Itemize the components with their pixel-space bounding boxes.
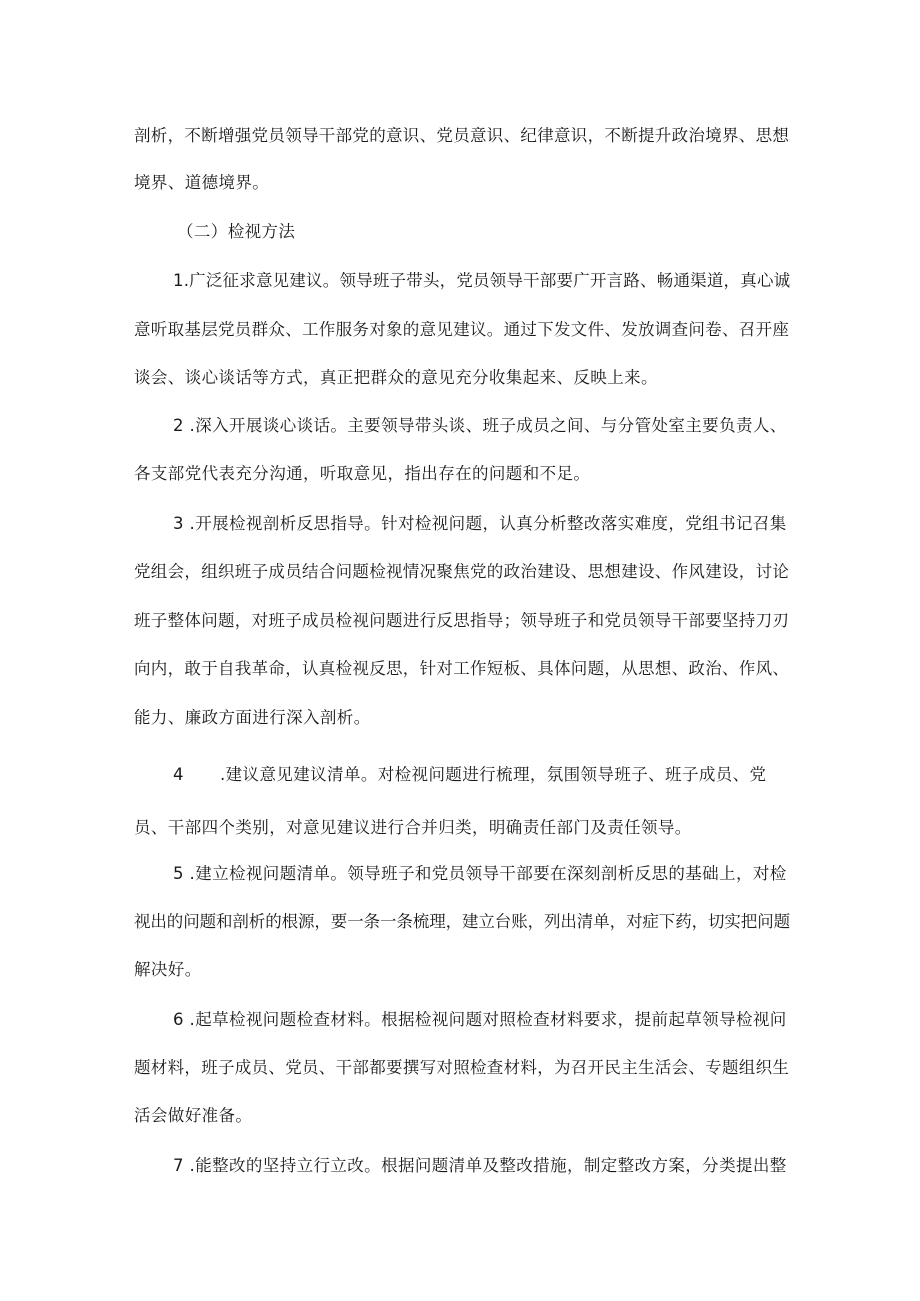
text-line: 剖析，不断增强党员领导干部党的意识、党员意识、纪律意识，不断提升政治境界、思想 <box>134 126 790 145</box>
text-line: 意听取基层党员群众、工作服务对象的意见建议。通过下发文件、发放调查问卷、召开座 <box>134 320 790 339</box>
text-line: 谈会、谈心谈话等方式，真正把群众的意见充分收集起来、反映上来。 <box>134 368 658 387</box>
item-number: 4 <box>173 765 184 784</box>
text-line: .建议意见建议清单。对检视问题进行梳理，氛围领导班子、班子成员、党 <box>220 765 767 784</box>
text-line: 境界、道德境界。 <box>134 173 270 192</box>
text-line: 3 .开展检视剖析反思指导。针对检视问题，认真分析整改落实难度，党组书记召集 <box>173 514 787 533</box>
text-line: 党组会，组织班子成员结合问题检视情况聚焦党的政治建设、思想建设、作风建设，讨论 <box>134 562 790 581</box>
text-line: 6 .起草检视问题检查材料。根据检视问题对照检查材料要求，提前起草领导检视问 <box>173 1010 787 1029</box>
section-heading: （二）检视方法 <box>177 222 296 241</box>
text-line: 活会做好准备。 <box>134 1106 253 1125</box>
text-line: 各支部党代表充分沟通，听取意见，指出存在的问题和不足。 <box>134 464 591 483</box>
text-line: 7 .能整改的坚持立行立改。根据问题清单及整改措施，制定整改方案，分类提出整 <box>173 1156 787 1175</box>
text-line: 班子整体问题，对班子成员检视问题进行反思指导；领导班子和党员领导干部要坚持刀刃 <box>134 611 790 630</box>
text-line: 视出的问题和剖析的根源，要一条一条梳理，建立台账，列出清单，对症下药，切实把问题 <box>134 912 791 931</box>
text-line: 解决好。 <box>134 960 202 979</box>
text-line: 向内，敢于自我革命，认真检视反思，针对工作短板、具体问题，从思想、政治、作风、 <box>134 659 790 678</box>
text-line: 5 .建立检视问题清单。领导班子和党员领导干部要在深刻剖析反思的基础上，对检 <box>173 864 787 883</box>
text-line: 员、干部四个类别，对意见建议进行合并归类，明确责任部门及责任领导。 <box>134 818 692 837</box>
text-line: 题材料，班子成员、党员、干部都要撰写对照检查材料，为召开民主生活会、专题组织生 <box>134 1058 790 1077</box>
text-line: 1.广泛征求意见建议。领导班子带头，党员领导干部要广开言路、畅通渠道，真心诚 <box>173 271 791 290</box>
text-line: 能力、廉政方面进行深入剖析。 <box>134 708 371 727</box>
text-line: 2 .深入开展谈心谈话。主要领导带头谈、班子成员之间、与分管处室主要负责人、 <box>173 416 787 435</box>
